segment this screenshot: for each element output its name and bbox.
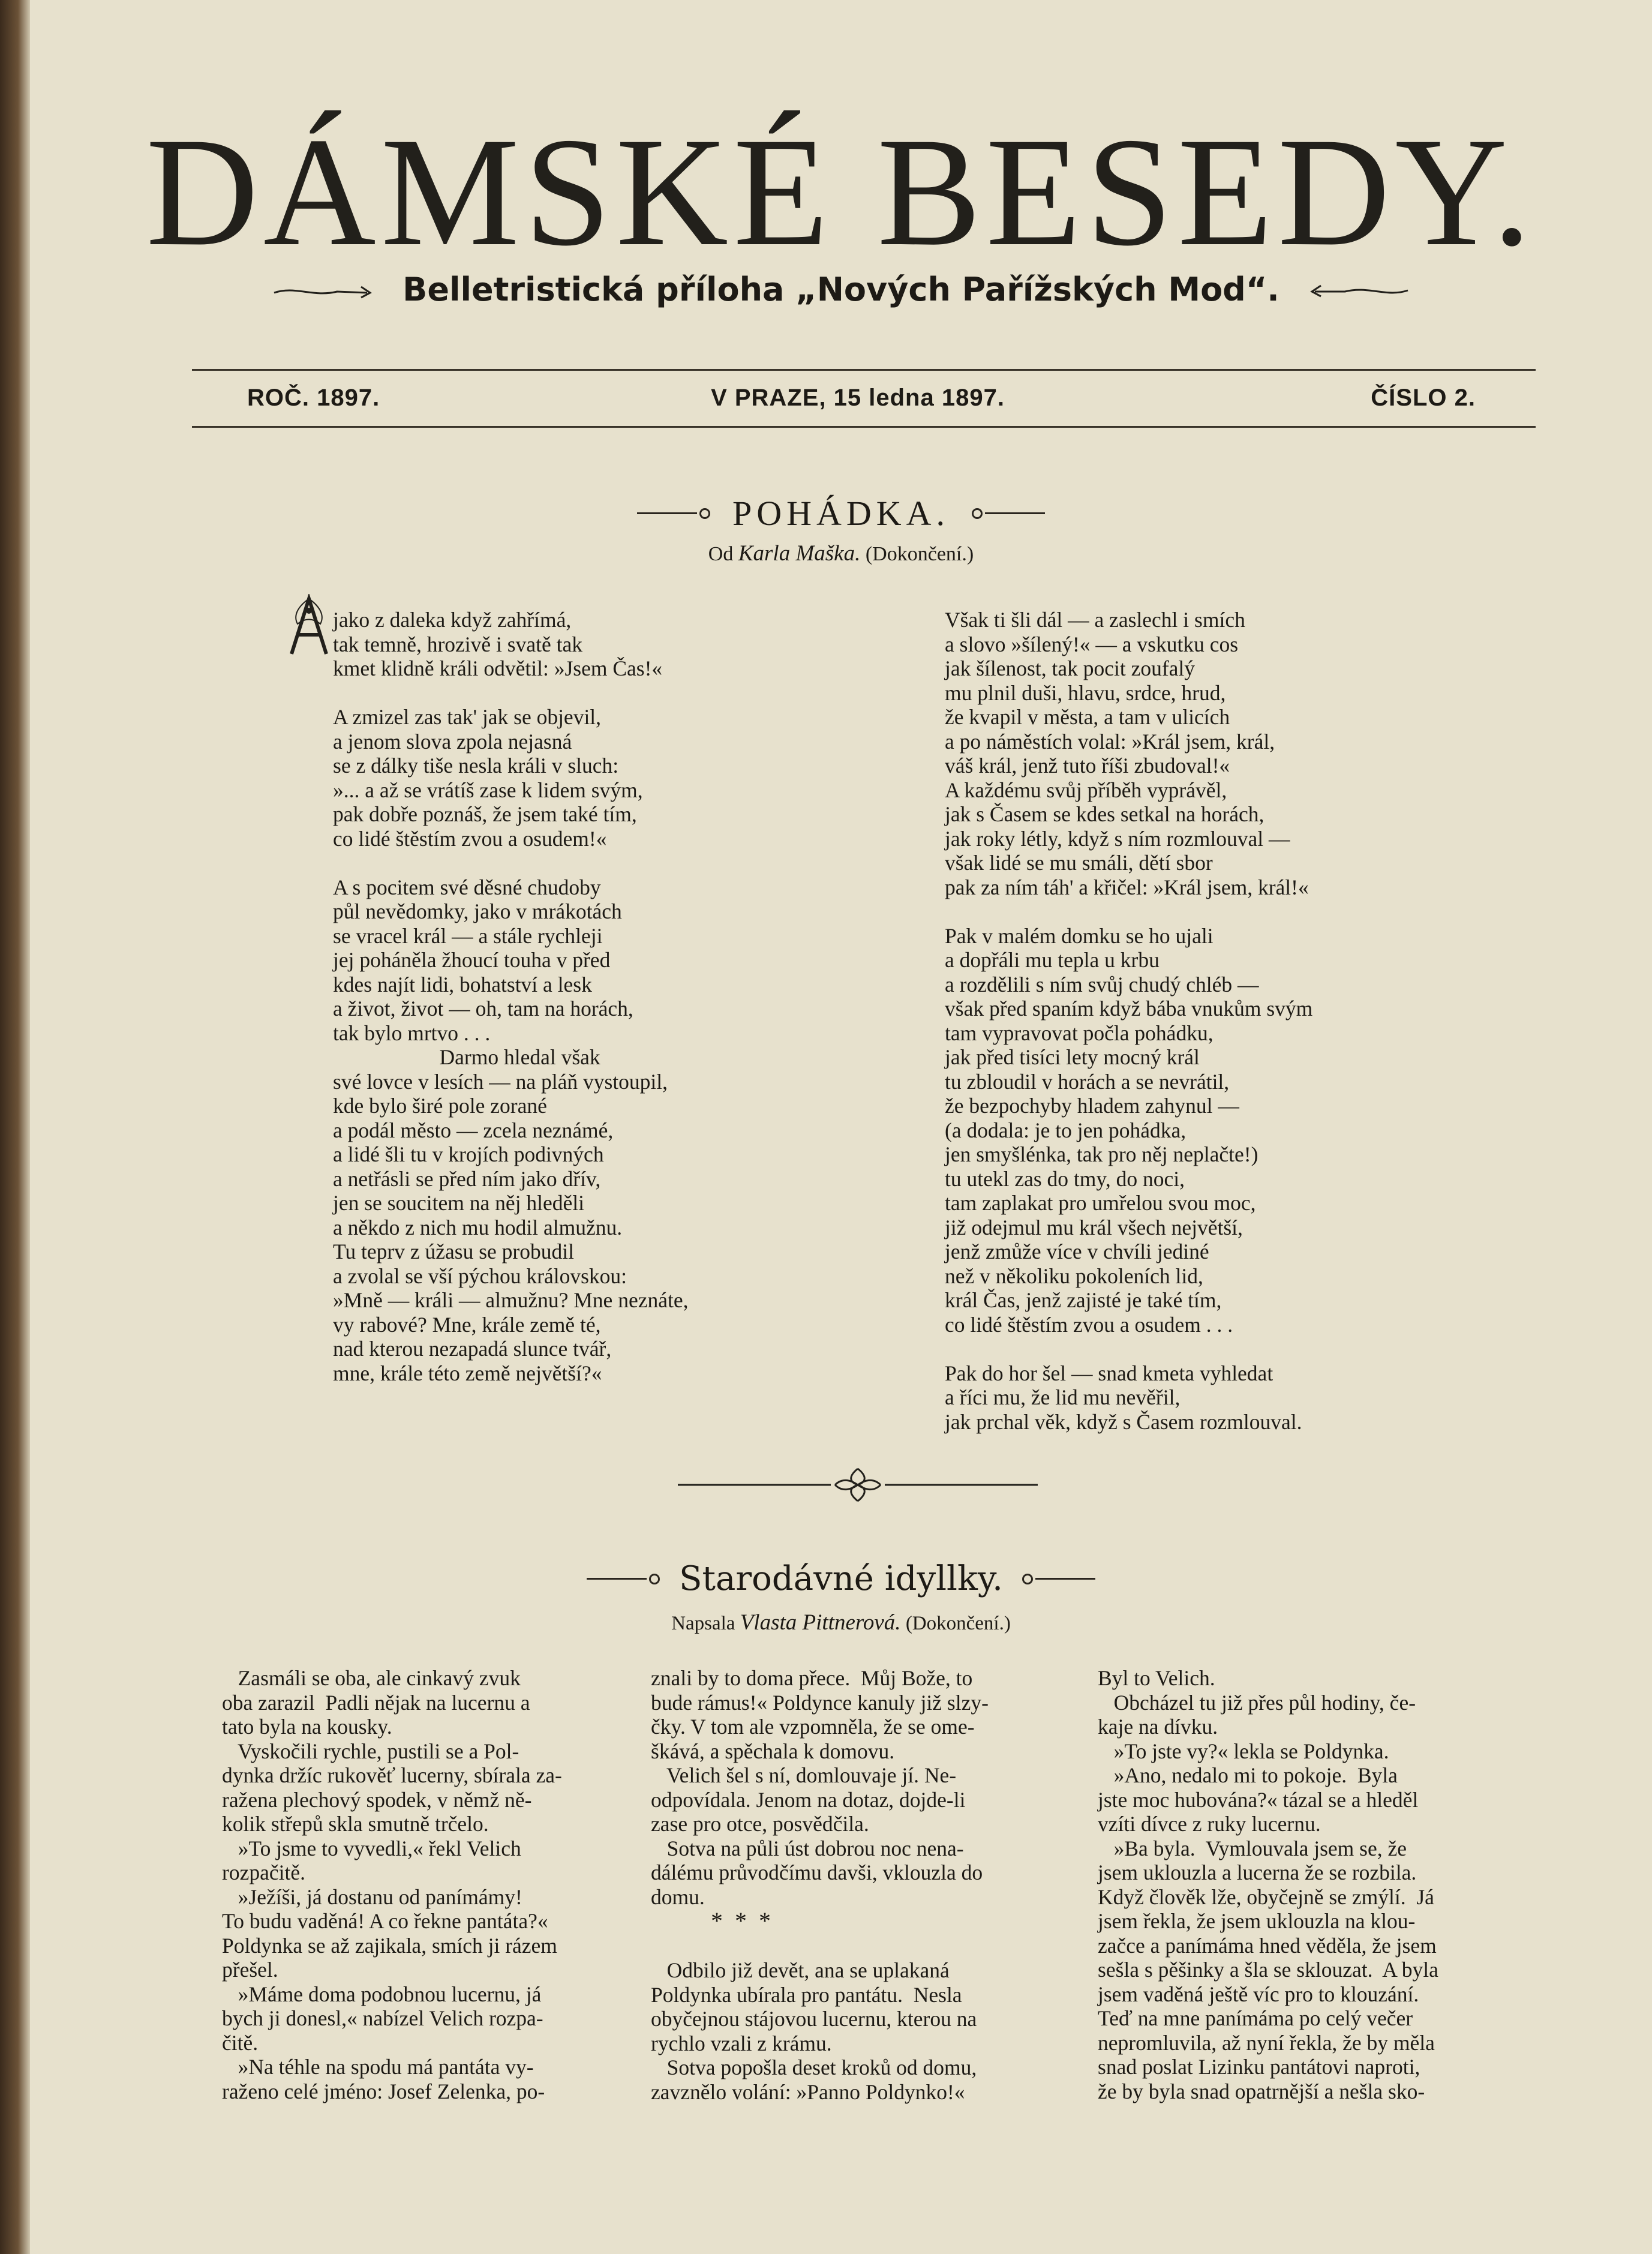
- poem-byline-prefix: Od: [708, 543, 734, 565]
- issue-number: ČÍSLO 2.: [1371, 385, 1476, 411]
- ornamental-initial-a-icon: [287, 594, 332, 660]
- title-dash-right: [985, 512, 1045, 514]
- poem-note: (Dokončení.): [865, 543, 974, 565]
- story-column-2-bottom: Odbilo již devět, ana se uplakaná Poldynka ubírala pro pantátu. Nesla obyčejnou stájovou lucernu, kterou na rychlo vzali z krámu. Sotva popošla deset kroků od domu, zavznělo volání: »Panno Poldynko!«: [651, 1958, 977, 2104]
- poem-byline: [30, 539, 1652, 569]
- poem-heading: [30, 486, 1652, 538]
- title-dot-left: [649, 1574, 660, 1584]
- story-title: Starodávné idyllky.: [679, 1559, 1003, 1598]
- story-column-1: Zasmáli se oba, ale cinkavý zvuk oba zarazil Padli nějak na lucernu a tato byla na kousky. Vyskočili rychle, pustili se a Pol- dynka držíc rukověť lucerny, sbírala za- ražena plechový spodek, v němž ně- kolik střepů skla smutně trčelo. »To jsme to vyvedli,« řekl Velich rozpačitě. »Ježíši, já dostanu od panímámy! To budu vaděná! A co řekne pantáta?« Poldynka se až zajikala, smích ji rázem přešel. »Máme doma podobnou lucernu, já bych ji donesl,« nabízel Velich rozpa- čitě. »Na téhle na spodu má pantáta vy- raženo celé jméno: Josef Zelenka, po-: [222, 1666, 562, 2103]
- title-dash-left: [637, 512, 697, 514]
- place-date: V PRAZE, 15 ledna 1897.: [711, 385, 1005, 411]
- story-byline-prefix: Napsala: [671, 1613, 735, 1634]
- story-column-2-top: znali by to doma přece. Můj Bože, to bude rámus!« Poldynce kanuly již slzy- čky. V tom ale vzpomněla, že se ome- škává, a spěchala k domovu. Velich šel s ní, domlouvaje jí. Ne- odpovídala. Jenom na dotaz, dojde-li zase pro otce, posvědčila. Sotva na půli úst dobrou noc nena- dálému průvodčímu davši, vklouzla do domu.: [651, 1666, 989, 1909]
- book-binding: [0, 0, 30, 2254]
- story-note: (Dokončení.): [905, 1613, 1011, 1634]
- masthead-subtitle: [30, 269, 1652, 311]
- story-column-3: Byl to Velich. Obcházel tu již přes půl hodiny, če- kaje na dívku. »To jste vy?« lekla se Poldynka. »Ano, nedalo mi to pokoje. Byla jste moc hubována?« tázal se a hleděl vzíti dívce z ruky lucernu. »Ba byla. Vymlouvala jsem se, že jsem uklouzla a lucerna že se rozbila. Když člověk lže, obyčejně se zmýlí. Já jsem řekla, že jsem uklouzla na klou- začce a panímáma hned věděla, že jsem sešla s pěšinky a šla se sklouzat. A byla jsem vaděná ještě víc pro to klouzání. Teď na mne panímáma po celý večer nepromluvila, až nyní řekla, že by měla snad poslat Lizinku pantátovi naproti, že by byla snad opatrnější a nešla sko-: [1098, 1666, 1438, 2103]
- title-dash-left: [587, 1578, 647, 1580]
- volume-label: ROČ. 1897.: [247, 385, 380, 411]
- title-dash-right: [1035, 1578, 1095, 1580]
- title-dot-right: [972, 508, 983, 519]
- left-flourish-icon: [271, 280, 373, 304]
- poem-column-left: jako z daleka když zahřímá, tak temně, hrozivě i svatě tak kmet klidně králi odvětil: »Jsem Čas!« A zmizel zas tak' jak se objevil, a jenom slova zpola nejasná se z dálky tiše nesla králi v sluch: »... a až se vrátíš zase k lidem svým, pak dobře poznáš, že jsem také tím, co lidé štěstím zvou a osudem!« A s pocitem své děsné chudoby půl nevědomky, jako v mrákotách se vracel král — a stále rychleji jej poháněla žhoucí touha v před kdes najít lidi, bohatství a lesk a život, život — oh, tam na horách, tak bylo mrtvo . . . Darmo hledal však své lovce v lesích — na pláň vystoupil, kde bylo širé pole zorané a podál město — zcela neznámé, a lidé šli tu v krojích podivných a netřásli se před ním jako dřív, jen se soucitem na něj hleděli a někdo z nich mu hodil almužnu. Tu teprv z úžasu se probudil a zvolal se vší pýchou královskou: »Mně — králi — almužnu? Mne neznáte, vy rabové? Mne, krále země té, nad kterou nezapadá slunce tvář, mne, krále této země největší?«: [333, 608, 689, 1385]
- ornament-divider-icon: [678, 1464, 1038, 1506]
- right-flourish-icon: [1309, 280, 1411, 304]
- section-separator: [651, 1907, 771, 1934]
- story-author: Vlasta Pittnerová.: [740, 1610, 901, 1635]
- story-heading: [30, 1553, 1652, 1603]
- title-dot-right: [1022, 1574, 1033, 1584]
- separator-stars: * * *: [711, 1907, 771, 1934]
- poem-title: POHÁDKA.: [732, 493, 950, 533]
- header-rule-bottom: [192, 426, 1536, 428]
- story-column-2: [651, 1666, 989, 2104]
- story-byline: [30, 1608, 1652, 1638]
- title-dot-left: [699, 508, 710, 519]
- subtitle-text: Belletristická příloha „Nových Pařížských Mod“.: [403, 271, 1279, 308]
- poem-column-right: Však ti šli dál — a zaslechl i smích a slovo »šílený!« — a vskutku cos jak šílenost, tak pocit zoufalý mu plnil duši, hlavu, srdce, hrud, že kvapil v města, a tam v ulicích a po náměstích volal: »Král jsem, král, váš král, jenž tuto říši zbudoval!« A každému svůj příběh vyprávěl, jak s Časem se kdes setkal na horách, jak roky létly, když s ním rozmlouval — však lidé se mu smáli, dětí sbor pak za ním táh' a křičel: »Král jsem, král!« Pak v malém domku se ho ujali a dopřáli mu tepla u krbu a rozdělili s ním svůj chudý chléb — však před spaním když bába vnukům svým tam vypravovat počla pohádku, jak před tisíci lety mocný král tu zbloudil v horách a se nevrátil, že bezpochyby hladem zahynul — (a dodala: je to jen pohádka, jen smyšlénka, tak pro něj neplačte!) tu utekl zas do tmy, do noci, tam zaplakat pro umřelou svou moc, již odejmul mu král všech největší, jenž zmůže více v chvíli jediné než v několiku pokoleních lid, král Čas, jenž zajisté je také tím, co lidé štěstím zvou a osudem . . . Pak do hor šel — snad kmeta vyhledat a říci mu, že lid mu nevěřil, jak prchal věk, když s Časem rozmlouval.: [945, 608, 1313, 1434]
- newspaper-page: [30, 0, 1652, 2254]
- poem-author: Karla Maška.: [738, 541, 861, 566]
- masthead-title: DÁMSKÉ BESEDY.: [146, 106, 1536, 278]
- header-rule-top: [192, 369, 1536, 371]
